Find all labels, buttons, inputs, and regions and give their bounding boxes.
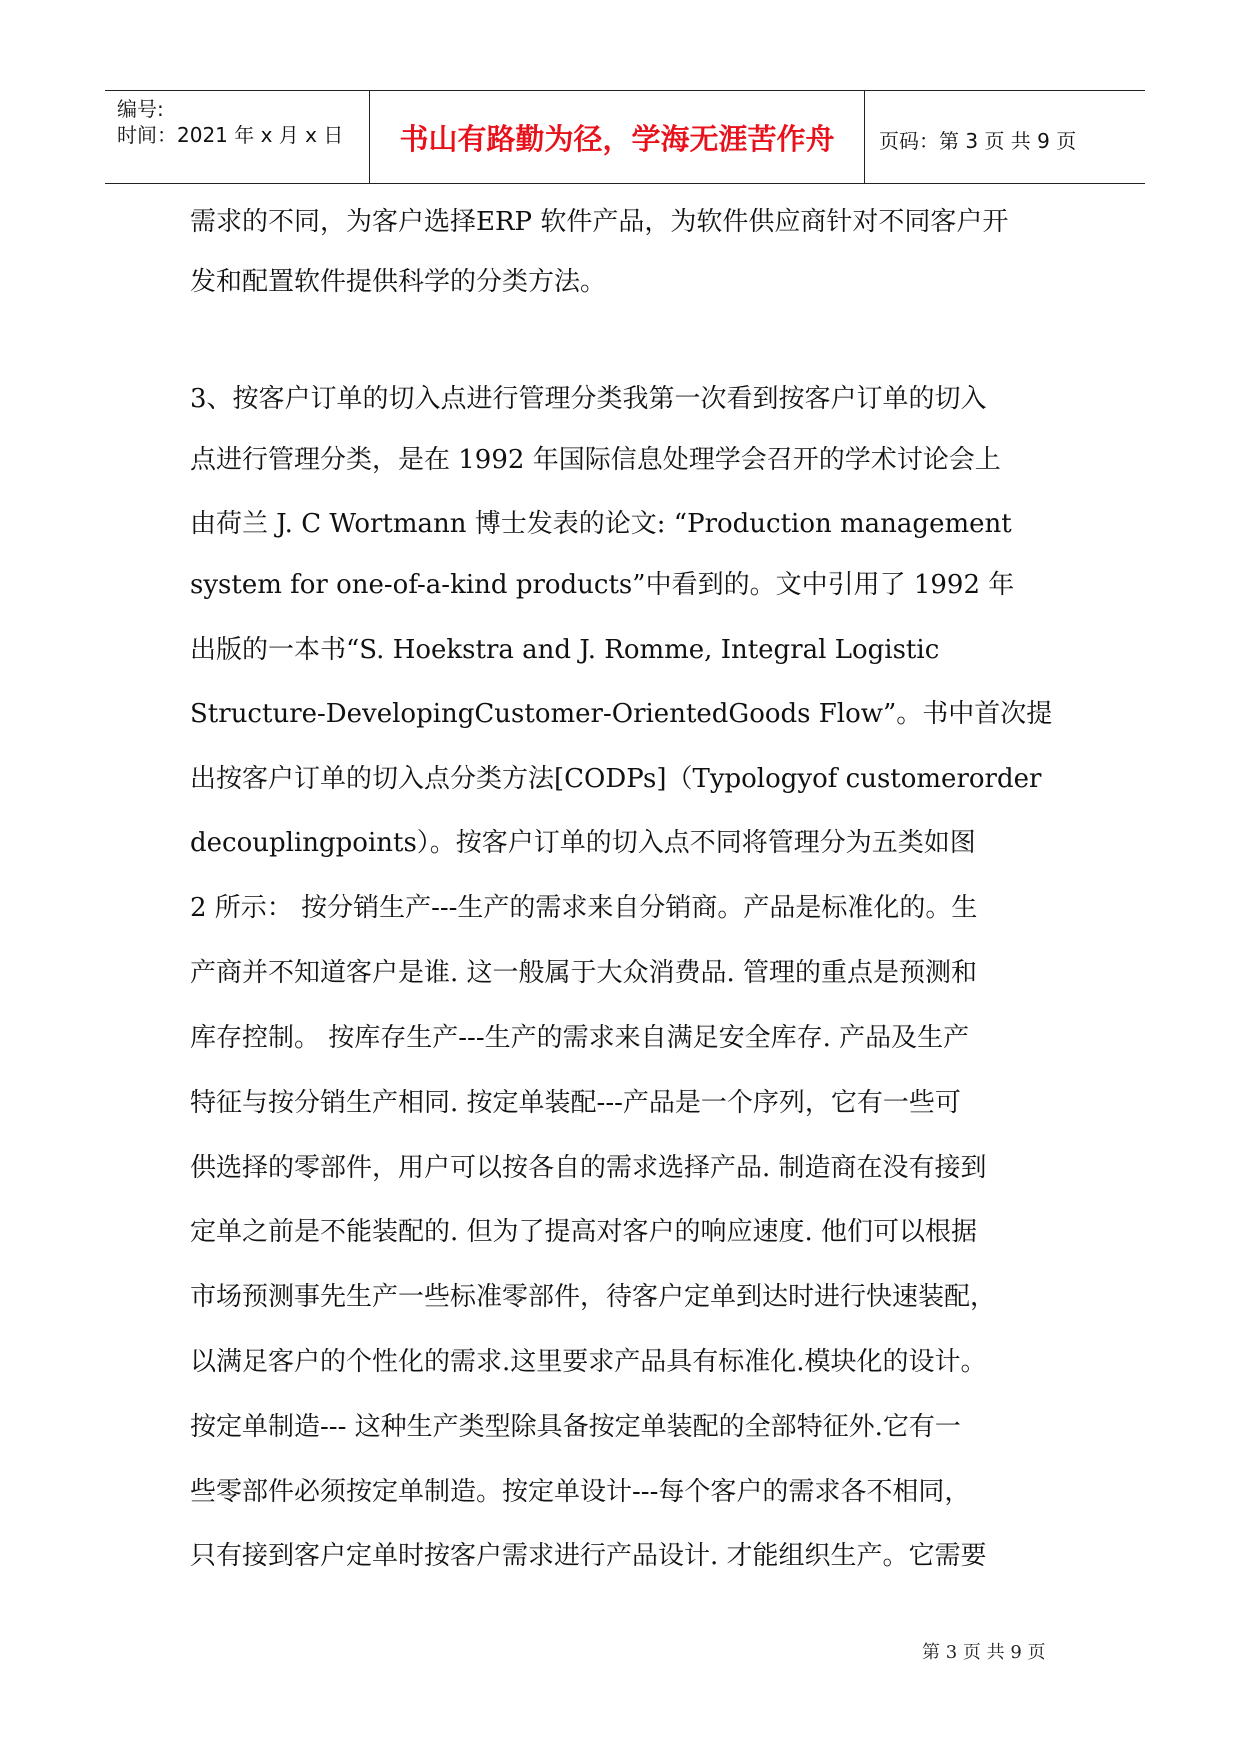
- body-line: 以满足客户的个性化的需求.这里要求产品具有标准化.模块化的设计。: [190, 1347, 987, 1377]
- body-line: 特征与按分销生产相同. 按定单装配---产品是一个序列，它有一些可: [190, 1088, 961, 1118]
- body-line: 产商并不知道客户是谁. 这一般属于大众消费品. 管理的重点是预测和: [190, 958, 978, 988]
- header-motto: 书山有路勤为径，学海无涯苦作舟: [399, 122, 835, 156]
- body-line: system for one-of-a-kind products”中看到的。文中引用了 1992 年: [190, 570, 1015, 600]
- body-line: decouplingpoints）。按客户订单的切入点不同将管理分为五类如图: [190, 828, 976, 858]
- body-line: 出版的一本书“S. Hoekstra and J. Romme, Integral Logistic: [190, 635, 940, 665]
- header-page-info: 页码：第 3 页 共 9 页: [879, 129, 1077, 153]
- page-footer: 第 3 页 共 9 页: [922, 1642, 1046, 1663]
- body-line: 库存控制。 按库存生产---生产的需求来自满足安全库存. 产品及生产: [190, 1023, 970, 1053]
- body-line: 出按客户订单的切入点分类方法[CODPs]（Typologyof customerorder: [190, 764, 1042, 794]
- body-line: 供选择的零部件，用户可以按各自的需求选择产品. 制造商在没有接到: [190, 1153, 987, 1183]
- body-line: 只有接到客户定单时按客户需求进行产品设计. 才能组织生产。它需要: [190, 1541, 987, 1571]
- page-header: [105, 90, 1145, 184]
- body-line: 由荷兰 J. C Wortmann 博士发表的论文: “Production management: [190, 509, 1012, 539]
- body-line: 需求的不同，为客户选择ERP 软件产品，为软件供应商针对不同客户开: [190, 207, 1009, 237]
- document-date: 时间：2021 年 x 月 x 日: [117, 123, 344, 147]
- header-info-cell: [105, 91, 369, 183]
- body-line: 市场预测事先生产一些标准零部件，待客户定单到达时进行快速装配，: [190, 1282, 997, 1312]
- header-page-cell: [865, 91, 1145, 183]
- body-line: 点进行管理分类，是在 1992 年国际信息处理学会召开的学术讨论会上: [190, 445, 1001, 475]
- body-line: 2 所示： 按分销生产---生产的需求来自分销商。产品是标准化的。生: [190, 893, 978, 923]
- body-line: 按定单制造--- 这种生产类型除具备按定单装配的全部特征外.它有一: [190, 1412, 961, 1442]
- body-line: Structure-DevelopingCustomer-OrientedGoods Flow”。书中首次提: [190, 699, 1053, 729]
- body-line: 定单之前是不能装配的. 但为了提高对客户的响应速度. 他们可以根据: [190, 1217, 978, 1247]
- header-motto-cell: [369, 91, 865, 183]
- body-line: 3、按客户订单的切入点进行管理分类我第一次看到按客户订单的切入: [190, 384, 987, 414]
- body-line: 些零部件必须按定单制造。按定单设计---每个客户的需求各不相同，: [190, 1477, 971, 1507]
- document-number-label: 编号:: [117, 97, 164, 121]
- body-line: 发和配置软件提供科学的分类方法。: [190, 267, 607, 297]
